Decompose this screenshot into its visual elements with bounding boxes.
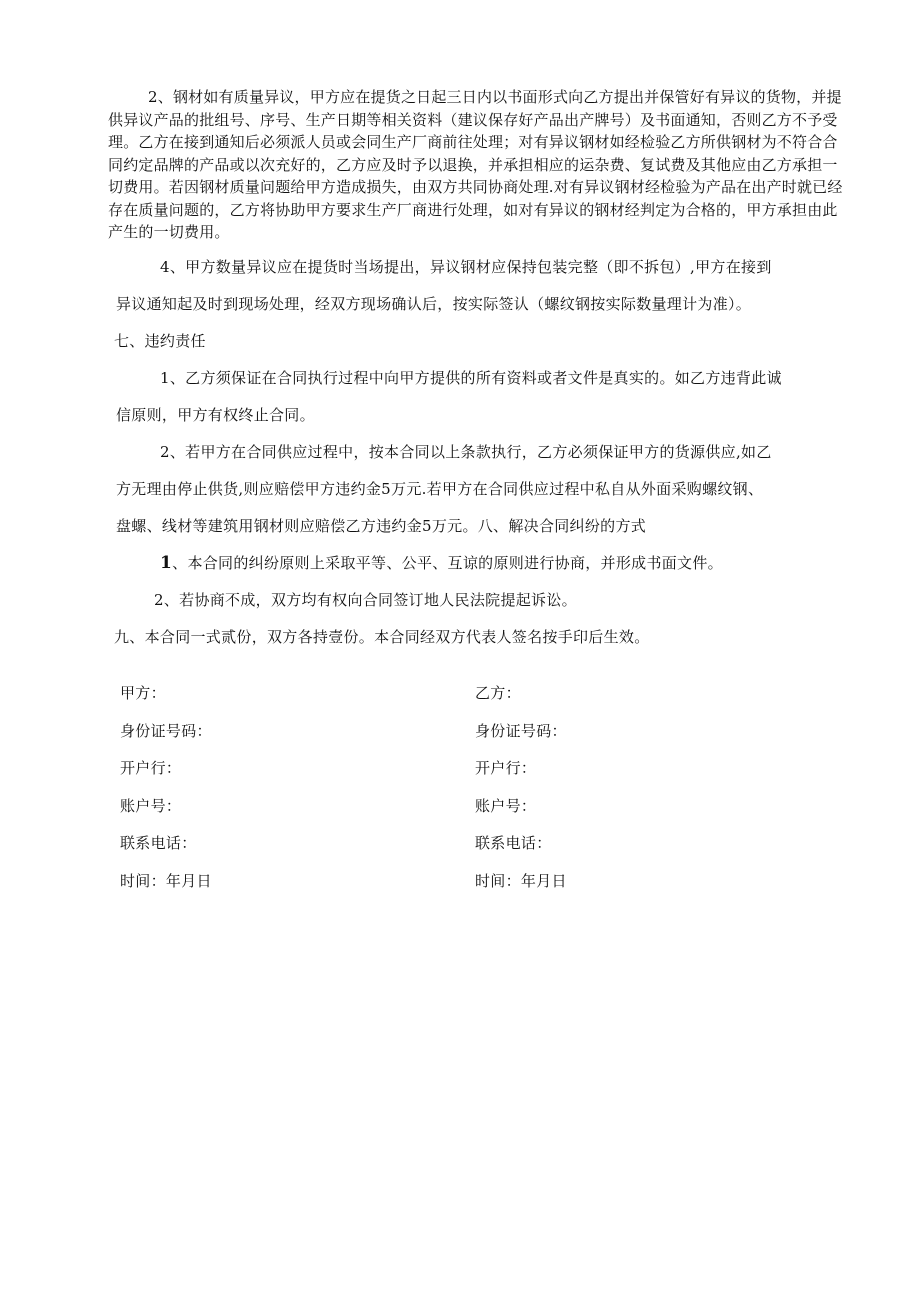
signature-party-b xyxy=(475,675,795,900)
section-9: 九、本合同一式贰份，双方各持壹份。本合同经双方代表人签名按手印后生效。 xyxy=(114,628,650,646)
party-b-date-label: 时间：年月日 xyxy=(475,871,567,890)
party-a-phone-label: 联系电话： xyxy=(120,834,197,852)
clause-quantity-objection-line-2: 异议通知起及时到现场处理，经双方现场确认后，按实际签认（螺纹钢按实际数量理计为准）。 xyxy=(116,295,752,313)
breach-clause-2-line-2: 方无理由停止供货,则应赔偿甲方违约金5万元.若甲方在合同供应过程中私自从外面采购螺纹钢、 xyxy=(116,480,764,498)
party-b-name-label: 乙方： xyxy=(475,684,521,702)
breach-clause-1-line-1: 1、乙方须保证在合同执行过程中向甲方提供的所有资料或者文件是真实的。如乙方违背此诚 xyxy=(160,369,782,387)
clause-quantity-objection-line-1: 4、甲方数量异议应在提货时当场提出，异议钢材应保持包装完整（即不拆包）,甲方在接到 xyxy=(160,258,772,276)
dispute-clause-1-number: 1 xyxy=(160,553,173,573)
party-b-id-label: 身份证号码： xyxy=(475,721,567,740)
clause-quality-objection xyxy=(108,86,848,244)
breach-clause-2-line-3: 盘螺、线材等建筑用钢材则应赔偿乙方违约金5万元。八、解决合同纠纷的方式 xyxy=(116,517,647,535)
party-b-phone-label: 联系电话： xyxy=(475,834,552,852)
party-a-name-label: 甲方： xyxy=(120,684,166,702)
party-b-account-label: 账户号： xyxy=(475,796,537,815)
section-7-heading: 七、违约责任 xyxy=(114,332,206,350)
dispute-clause-2: 2、若协商不成，双方均有权向合同签订地人民法院提起诉讼。 xyxy=(154,591,577,609)
dispute-clause-1-text: 、本合同的纠纷原则上采取平等、公平、互谅的原则进行协商，并形成书面文件。 xyxy=(172,554,723,572)
clause-quality-objection-text: 2、钢材如有质量异议，甲方应在提货之日起三日内以书面形式向乙方提出并保管好有异议的货物，并提供异议产品的批组号、序号、生产日期等相关资料（建议保存好产品出产牌号）及书面通知，否则乙方不予受理。乙方在接到通知后必须派人员或会同生产厂商前往处理；对有异议钢材如经检验乙方所供钢材为不符合合同约定品牌的产品或以次充好的，乙方应及时予以退换，并承担相应的运杂费、复试费及其他应由乙方承担一切费用。若因钢材质量问题给甲方造成损失，由双方共同协商处理.对有异议钢材经检验为产品在出产时就已经存在质量问题的，乙方将协助甲方要求生产厂商进行处理，如对有异议的钢材经判定为合格的，甲方承担由此产生的一切费用。 xyxy=(108,88,843,241)
party-a-account-label: 账户号： xyxy=(120,796,182,815)
section-7 xyxy=(108,323,848,656)
breach-clause-1-line-2: 信原则，甲方有权终止合同。 xyxy=(116,406,315,424)
breach-clause-2-line-1: 2、若甲方在合同供应过程中，按本合同以上条款执行，乙方必须保证甲方的货源供应,如乙 xyxy=(160,443,772,461)
party-a-bank-label: 开户行： xyxy=(120,759,182,777)
signature-party-a xyxy=(120,675,440,900)
clause-quantity-objection xyxy=(108,249,848,323)
party-a-id-label: 身份证号码： xyxy=(120,721,212,740)
party-a-date-label: 时间：年月日 xyxy=(120,871,212,890)
dispute-clause-1 xyxy=(108,545,848,582)
party-b-bank-label: 开户行： xyxy=(475,759,537,777)
